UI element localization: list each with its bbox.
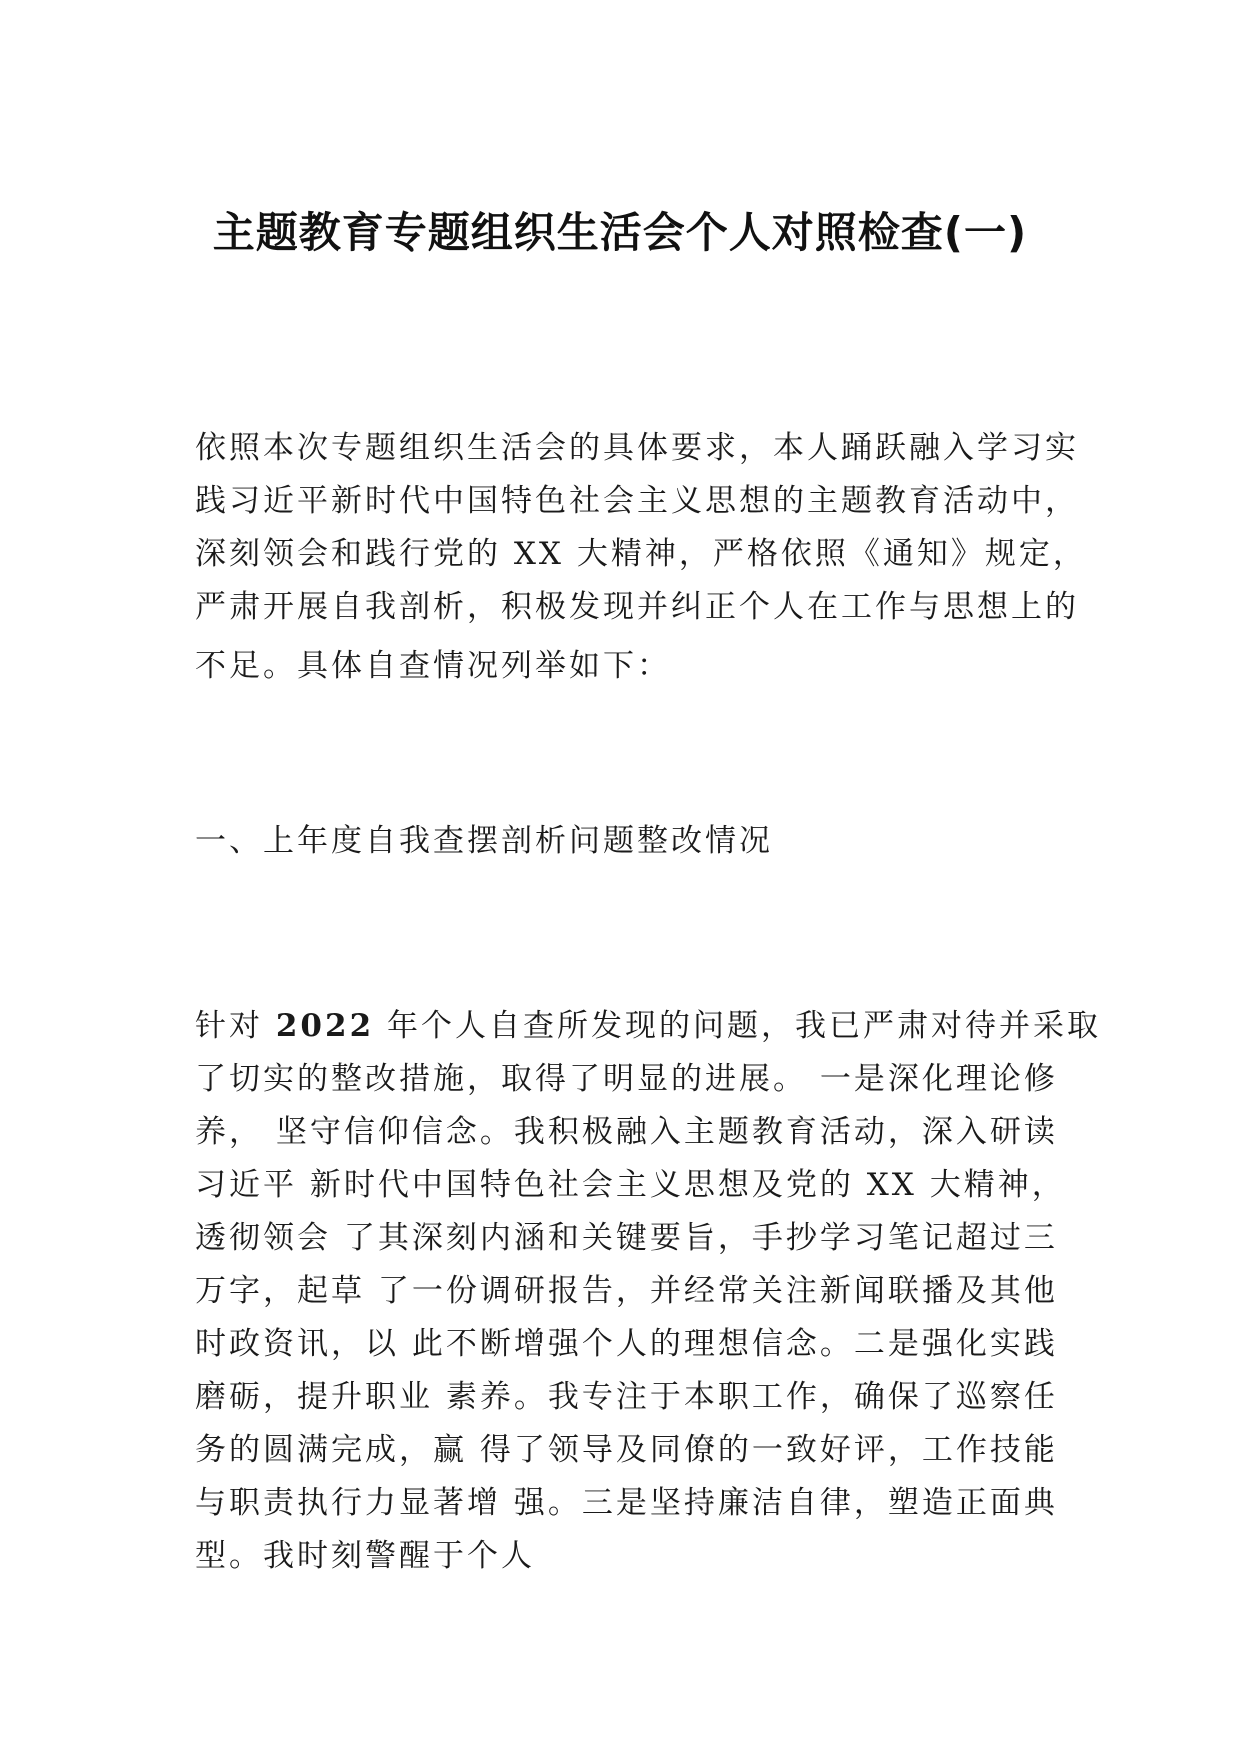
intro-line-2: 践习近平新时代中国特色社会主义思想的主题教育活动中， <box>195 483 1079 519</box>
body-line-6: 万字，起草 了一份调研报告，并经常关注新闻联播及其他 <box>195 1273 1058 1309</box>
body-line-1 <box>195 1000 1101 1045</box>
body-line-7: 时政资讯，以 此不断增强个人的理想信念。二是强化实践 <box>195 1326 1058 1362</box>
body-line-1-suffix: 年个人自查所发现的问题，我已严肃对待并采取 <box>374 1008 1101 1044</box>
body-line-4: 习近平 新时代中国特色社会主义思想及党的 XX 大精神， <box>195 1167 1066 1203</box>
body-line-10: 与职责执行力显著增 强。三是坚持廉洁自律，塑造正面典 <box>195 1485 1058 1521</box>
body-line-5: 透彻领会 了其深刻内涵和关键要旨，手抄学习笔记超过三 <box>195 1220 1058 1256</box>
body-line-2: 了切实的整改措施，取得了明显的进展。 一是深化理论修 <box>195 1061 1058 1097</box>
document-title: 主题教育专题组织生活会个人对照检查(一) <box>212 208 1028 257</box>
intro-line-4: 严肃开展自我剖析，积极发现并纠正个人在工作与思想上的 <box>195 589 1079 625</box>
body-line-3: 养， 坚守信仰信念。我积极融入主题教育活动，深入研读 <box>195 1114 1058 1150</box>
body-line-11: 型。我时刻警醒于个人 <box>195 1538 535 1574</box>
intro-line-3: 深刻领会和践行党的 XX 大精神，严格依照《通知》规定， <box>195 536 1087 572</box>
body-line-9: 务的圆满完成，赢 得了领导及同僚的一致好评，工作技能 <box>195 1432 1058 1468</box>
intro-line-5: 不足。具体自查情况列举如下： <box>195 648 671 684</box>
year-value: 2022 <box>275 1008 375 1044</box>
section-heading-1: 一、上年度自我查摆剖析问题整改情况 <box>195 823 773 859</box>
body-line-1-prefix: 针对 <box>195 1008 276 1044</box>
intro-line-1: 依照本次专题组织生活会的具体要求，本人踊跃融入学习实 <box>195 430 1079 466</box>
body-line-8: 磨砺，提升职业 素养。我专注于本职工作，确保了巡察任 <box>195 1379 1058 1415</box>
